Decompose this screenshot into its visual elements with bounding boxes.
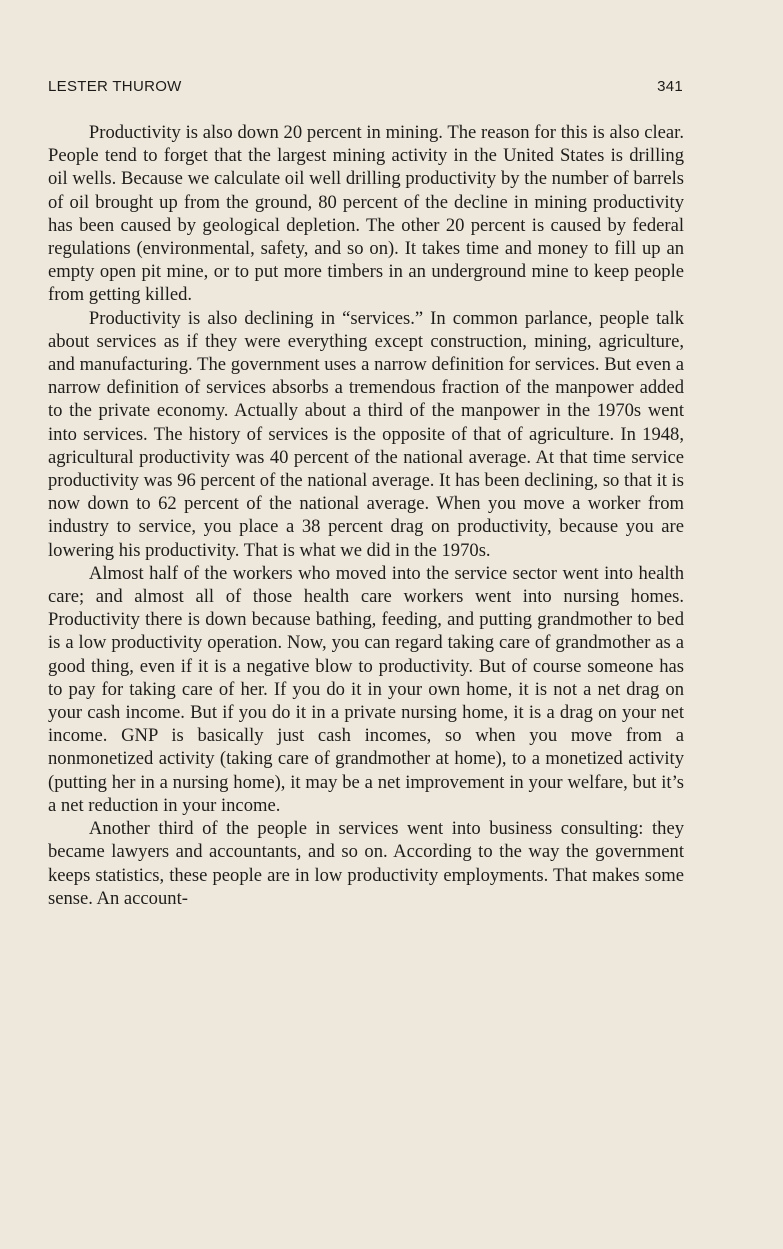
paragraph: Productivity is also down 20 percent in mining. The reason for this is also clear. People tend to forget that the largest mining activity in the United States is drilling oil wells. Because we calculate oil well drilling productivity by the number of barrels of oil brought up from the ground, 80 percent of the decline in mining productivity has been caused by geological depletion. The other 20 percent is caused by federal regulations (environmental, safety, and so on). It takes time and money to fill up an empty open pit mine, or to put more timbers in an underground mine to keep people from getting killed. bbox=[48, 122, 684, 306]
running-head bbox=[48, 78, 683, 100]
page-number: 341 bbox=[657, 78, 683, 95]
body-text bbox=[48, 121, 684, 910]
paragraph: Productivity is also declining in “services.” In common parlance, people talk about services as if they were everything except construction, mining, agriculture, and manufacturing. The government uses a narrow definition for services. But even a narrow definition of services absorbs a tremendous fraction of the manpower added to the private economy. Actually about a third of the manpower in the 1970s went into services. The history of services is the opposite of that of agriculture. In 1948, agricultural productivity was 40 percent of the national average. At that time service productivity was 96 percent of the national average. It has been declining, so that it is now down to 62 percent of the national average. When you move a worker from industry to service, you place a 38 percent drag on productivity, because you are lowering his productivity. That is what we did in the 1970s. bbox=[48, 307, 684, 561]
running-head-author: LESTER THUROW bbox=[48, 78, 182, 95]
paragraph: Another third of the people in services went into business consulting: they became lawyers and accountants, and so on. According to the way the government keeps statistics, these people are in low productivity employments. That makes some sense. An account- bbox=[48, 818, 684, 909]
paragraph: Almost half of the workers who moved into the service sector went into health care; and almost all of those health care workers went into nursing homes. Productivity there is down because bathing, feeding, and putting grandmother to bed is a low productivity operation. Now, you can regard taking care of grandmother as a good thing, even if it is a negative blow to productivity. But of course someone has to pay for taking care of her. If you do it in your own home, it is not a net drag on your cash income. But if you do it in a private nursing home, it is a drag on your net income. GNP is basically just cash incomes, so when you move from a nonmonetized activity (taking care of grandmother at home), to a monetized activity (putting her in a nursing home), it may be a net improvement in your welfare, but it’s a net reduction in your income. bbox=[48, 562, 684, 816]
